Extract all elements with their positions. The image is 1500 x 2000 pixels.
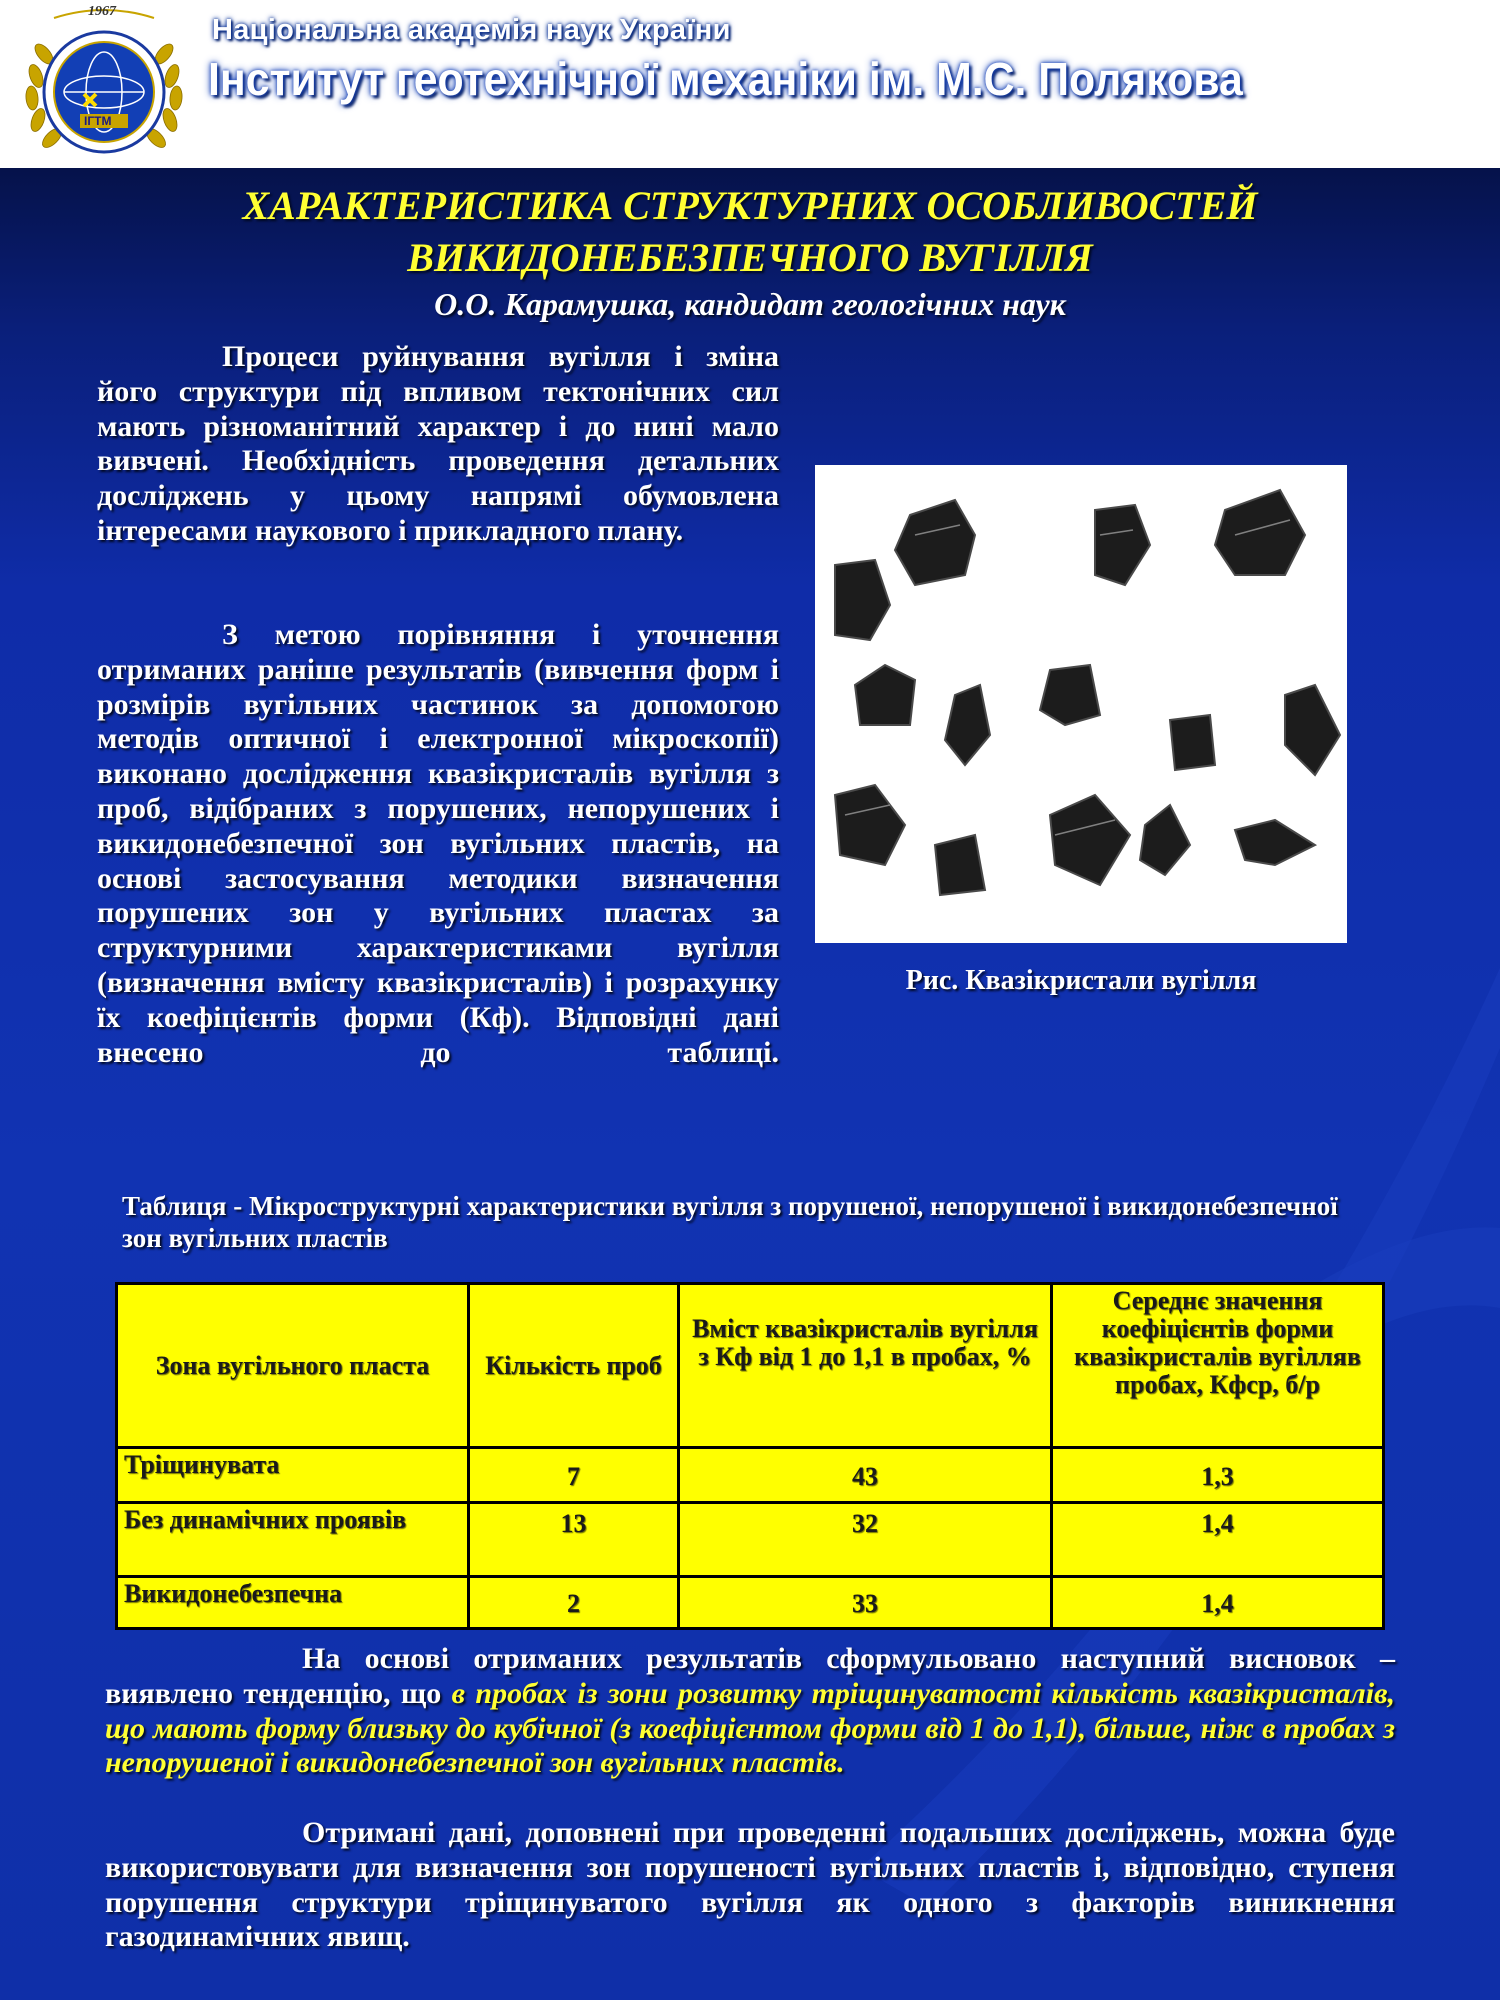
academy-name: Національна академія наук України xyxy=(212,14,731,46)
table-row xyxy=(117,1448,1384,1502)
institute-logo xyxy=(14,6,194,162)
conclusion-paragraph-2: Отримані дані, доповнені при проведенні подальших досліджень, можна буде використовувати для визначення зон порушеності вугільних пластів і, відповідно, ступеня порушення структури тріщинуватого вугілля як одного з факторів виникнення газодинамічних явищ. xyxy=(105,1816,1395,1954)
header-average: Середнє значення коефіцієнтів форми квазікристалів вугілляв пробах, Кфср, б/р xyxy=(1052,1284,1384,1448)
intro-paragraph-1: Процеси руйнування вугілля і зміна його структури під впливом тектонічних сил мають різноманітний характер і до нині мало вивчені. Необхідність проведення детальних досліджень у цьому напрямі обумовлена інтересами наукового і прикладного плану. xyxy=(97,340,779,547)
conclusion-highlight: в пробах із зони розвитку тріщинуватості кількість квазікристалів, що мають форму близьку до кубічної (з коефіцієнтом форми від 1 до 1,1), більше, ніж в пробах з непорушеної і викидонебезпечної зон вугільних пластів. xyxy=(105,1676,1395,1780)
institute-name: Інститут геотехнічної механіки ім. М.С. Полякова xyxy=(208,53,1243,105)
table-caption: Таблиця - Мікроструктурні характеристики вугілля з порушеної, непорушеної і викидонебезпечної зон вугільних пластів xyxy=(122,1191,1338,1253)
page-header xyxy=(0,0,1500,168)
intro-paragraph-2: З метою порівняння і уточнення отриманих раніше результатів (вивчення форм і розмірів вугільних частинок за допомогою методів оптичної і електронної мікроскопії) виконано дослідження квазікристалів вугілля з проб, відібраних з порушених, непорушених і викидонебезпечної зон вугільних пластів, на основі застосування методики визначення порушених зон у вугільних пластах за структурними характеристиками вугілля (визначення вмісту квазікристалів) і розрахунку їх коефіцієнтів форми (Кф). Відповідні дані внесено до таблиці. xyxy=(97,618,779,1069)
conclusion-paragraph-1 xyxy=(105,1642,1395,1781)
table-header-row xyxy=(117,1284,1384,1448)
poster-body xyxy=(0,168,1500,2000)
coal-quasicrystals-photo xyxy=(815,465,1347,943)
row-count: 13 xyxy=(469,1502,679,1576)
header-content: Вміст квазікристалів вугілля з Кф від 1 до 1,1 в пробах, % xyxy=(679,1284,1052,1448)
row-zone: Викидонебезпечна xyxy=(117,1576,469,1628)
row-content: 32 xyxy=(679,1502,1052,1576)
table-row xyxy=(117,1502,1384,1576)
row-count: 7 xyxy=(469,1448,679,1502)
microstructure-table xyxy=(115,1282,1385,1630)
row-average: 1,4 xyxy=(1052,1502,1384,1576)
row-average: 1,3 xyxy=(1052,1448,1384,1502)
conclusion-text: На основі отриманих результатів сформульовано наступний висновок – виявлено тенденцію, що xyxy=(105,1642,1395,1710)
row-count: 2 xyxy=(469,1576,679,1628)
row-average: 1,4 xyxy=(1052,1576,1384,1628)
figure-caption: Рис. Квазікристали вугілля xyxy=(905,965,1257,996)
logo-year: 1967 xyxy=(88,4,116,19)
logo-abbreviation: ІГТМ xyxy=(84,114,112,128)
author-line: О.О. Карамушка, кандидат геологічних наук xyxy=(434,286,1066,322)
title-line-1: ХАРАКТЕРИСТИКА СТРУКТУРНИХ ОСОБЛИВОСТЕЙ xyxy=(242,183,1258,228)
header-count: Кількість проб xyxy=(469,1284,679,1448)
row-content: 43 xyxy=(679,1448,1052,1502)
header-zone: Зона вугільного пласта xyxy=(117,1284,469,1448)
table-row xyxy=(117,1576,1384,1628)
title-line-2: ВИКИДОНЕБЕЗПЕЧНОГО ВУГІЛЛЯ xyxy=(407,235,1093,280)
row-zone: Тріщинувата xyxy=(117,1448,469,1502)
row-zone: Без динамічних проявів xyxy=(117,1502,469,1576)
row-content: 33 xyxy=(679,1576,1052,1628)
